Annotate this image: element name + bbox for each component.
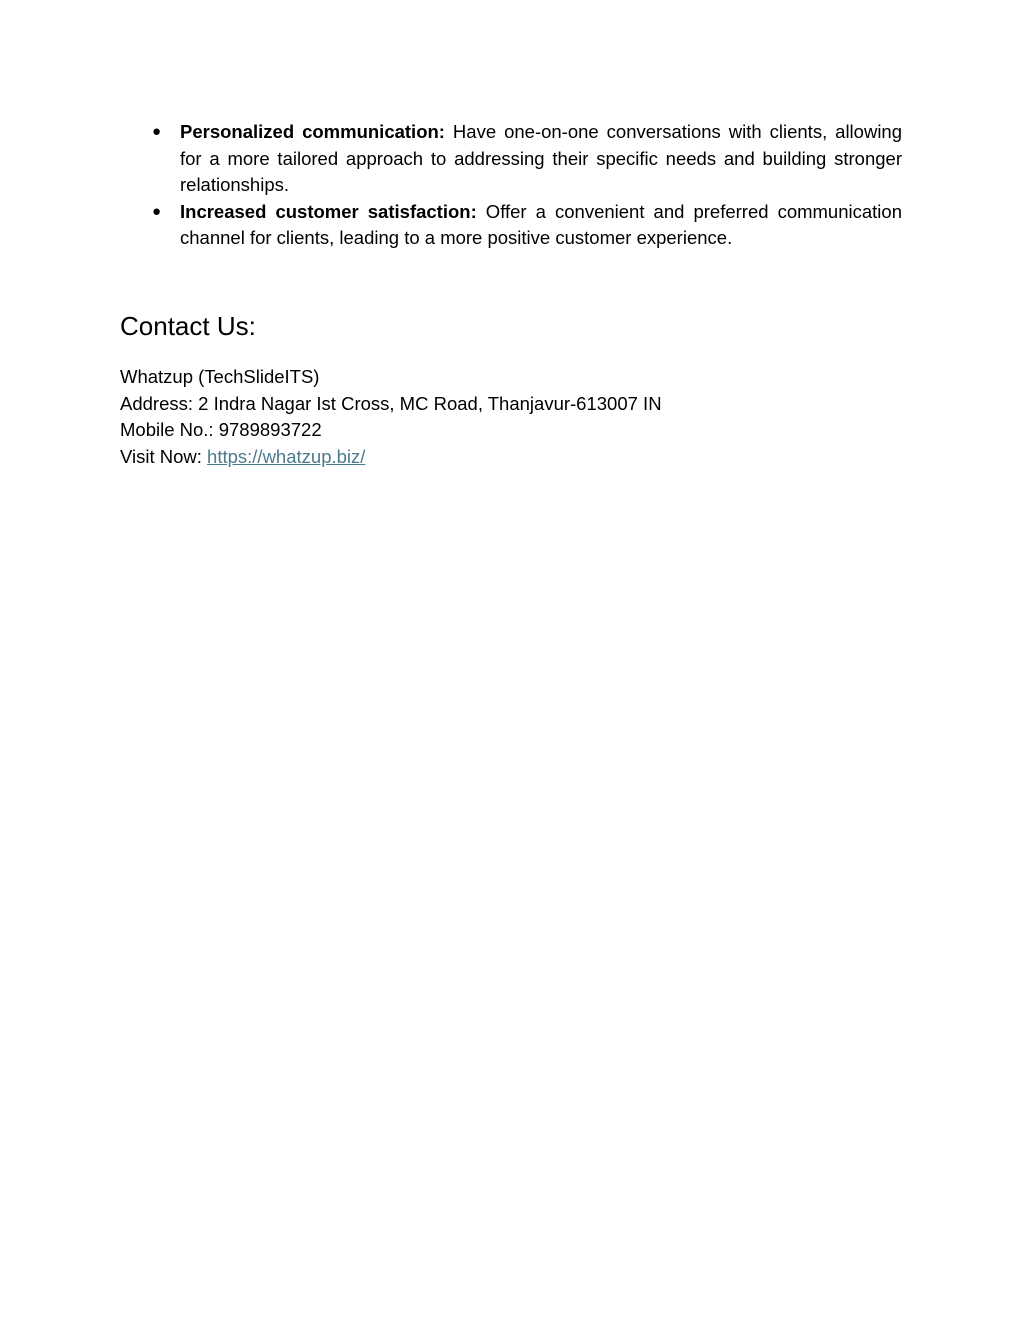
bullet-icon: ●: [152, 202, 162, 220]
mobile-value: 9789893722: [218, 419, 322, 441]
list-item: [152, 199, 902, 252]
address-line: [120, 391, 920, 418]
bullet-term: Personalized communication:: [180, 121, 445, 142]
bullet-text: Have one-on-one conversations with clients, allowing for a more tailored approach to addressing their specific needs and building stronger relationships.: [180, 121, 903, 196]
contact-heading: Contact Us:: [120, 311, 256, 341]
website-link[interactable]: https://whatzup.biz/: [207, 445, 366, 467]
mobile-line: [120, 417, 920, 444]
bullet-text: Offer a convenient and preferred communication channel for clients, leading to a more positive customer experience.: [180, 200, 902, 249]
mobile-label: Mobile No.:: [120, 419, 214, 441]
company-name: Whatzup (TechSlideITS): [120, 366, 320, 387]
contact-details: [120, 364, 920, 470]
address-label: Address:: [120, 392, 194, 414]
visit-label: Visit Now:: [120, 445, 202, 467]
visit-line: [120, 444, 920, 471]
list-item: [152, 119, 902, 199]
benefits-list: [152, 119, 902, 252]
address-value: 2 Indra Nagar Ist Cross, MC Road, Thanjavur-613007 IN: [198, 392, 662, 414]
bullet-term: Increased customer satisfaction:: [180, 200, 477, 222]
bullet-icon: ●: [152, 123, 162, 140]
